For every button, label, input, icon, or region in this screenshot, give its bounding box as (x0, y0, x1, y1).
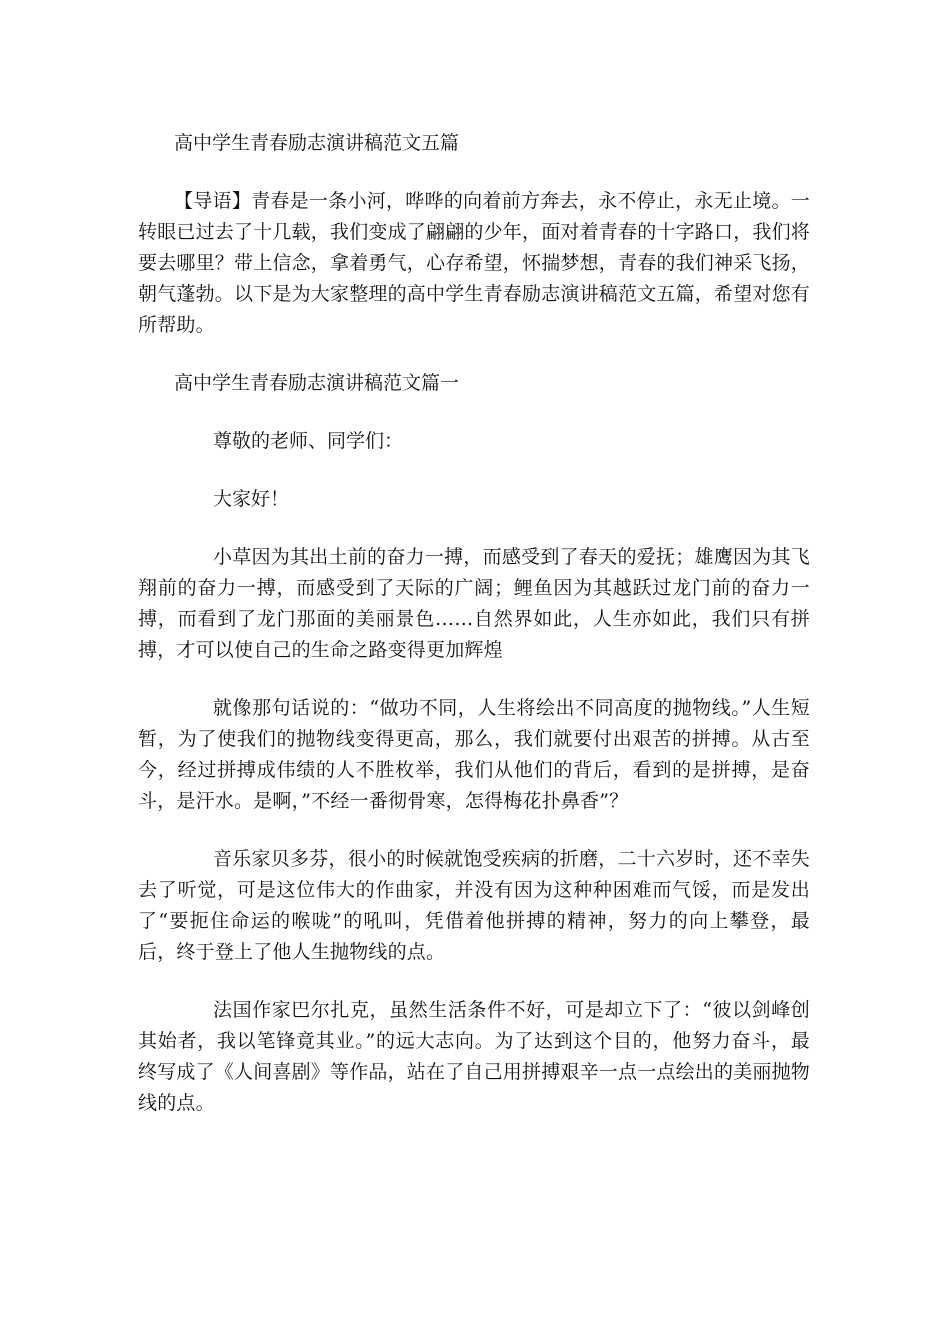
body-paragraph: 小草因为其出土前的奋力一搏，而感受到了春天的爱抚；雄鹰因为其飞翔前的奋力一搏，而感受到了天际的广阔；鲤鱼因为其越跃过龙门前的奋力一搏，而看到了龙门那面的美丽景色……自然界如此，人生亦如此，我们只有拼搏，才可以使自己的生命之路变得更加辉煌 (138, 546, 810, 661)
intro-paragraph: 【导语】青春是一条小河，哗哗的向着前方奔去，永不停止，永无止境。一转眼已过去了十几载，我们变成了翩翩的少年，面对着青春的十字路口，我们将要去哪里？带上信念，拿着勇气，心存希望，怀揣梦想，青春的我们神采飞扬，朝气蓬勃。以下是为大家整理的高中学生青春励志演讲稿范文五篇，希望对您有所帮助。 (138, 190, 811, 336)
salutation: 尊敬的老师、同学们： (213, 430, 404, 452)
body-paragraph: 音乐家贝多芬，很小的时候就饱受疾病的折磨，二十六岁时，还不幸失去了听觉，可是这位伟大的作曲家，并没有因为这种种困难而气馁，而是发出了“要扼住命运的喉咙”的吼叫，凭借着他拼搏的精神，努力的向上攀登，最后，终于登上了他人生抛物线的点。 (138, 848, 810, 963)
section-title: 高中学生青春励志演讲稿范文篇一 (174, 372, 460, 394)
greeting: 大家好！ (213, 488, 290, 510)
body-paragraph: 就像那句话说的：“做功不同，人生将绘出不同高度的抛物线。”人生短暂，为了使我们的抛物线变得更高，那么，我们就要付出艰苦的拼搏。从古至今，经过拼搏成伟绩的人不胜枚举，我们从他们的背后，看到的是拼搏，是奋斗，是汗水。是啊，”不经一番彻骨寒，怎得梅花扑鼻香”？ (138, 697, 810, 812)
document-page (138, 128, 810, 1146)
body-paragraph: 法国作家巴尔扎克，虽然生活条件不好，可是却立下了：“彼以剑峰创其始者，我以笔锋竟其业。”的远大志向。为了达到这个目的，他努力奋斗，最终写成了《人间喜剧》等作品，站在了自己用拼搏艰辛一点一点绘出的美丽抛物线的点。 (138, 999, 811, 1114)
document-title: 高中学生青春励志演讲稿范文五篇 (174, 132, 460, 154)
